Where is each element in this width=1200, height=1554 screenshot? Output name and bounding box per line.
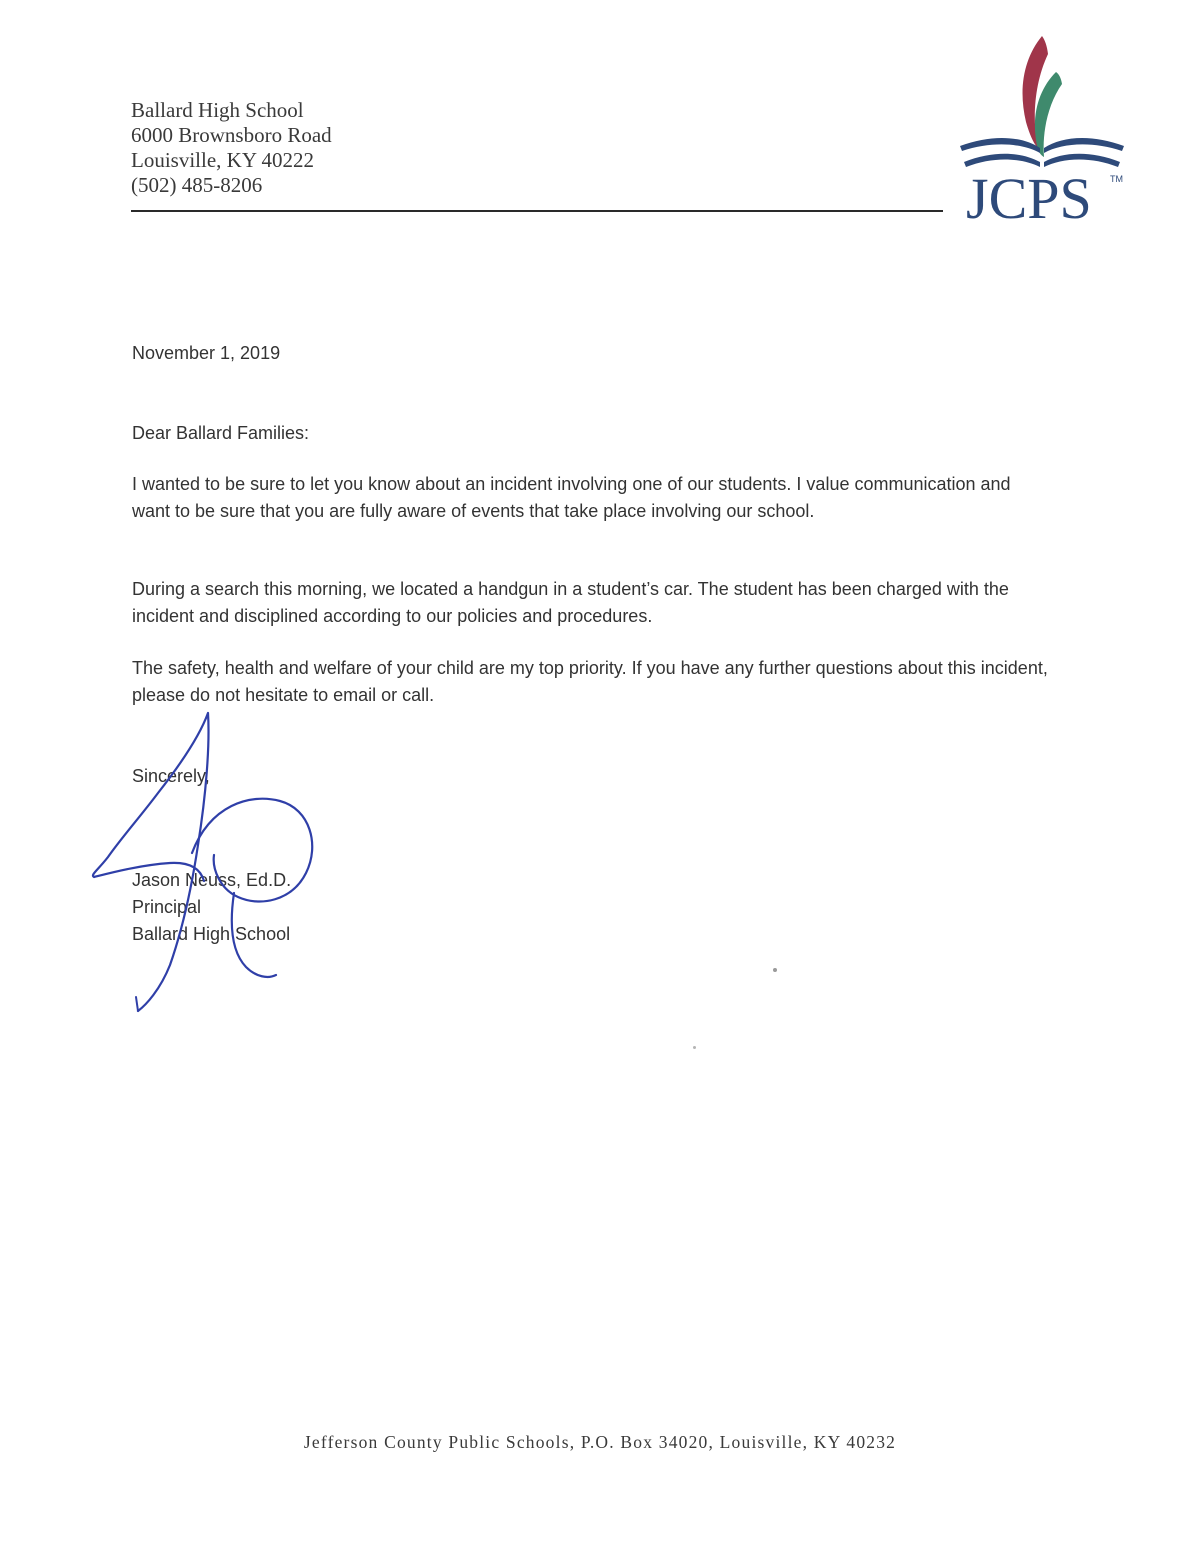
letter-paragraph: The safety, health and welfare of your child are my top priority. If you have any further questions about this incident, please do not hesitate to email or call. bbox=[132, 658, 1048, 705]
scan-speck bbox=[693, 1046, 696, 1049]
logo-book-left-top bbox=[960, 138, 1040, 153]
signer-school: Ballard High School bbox=[132, 924, 291, 944]
letter-footer: Jefferson County Public Schools, P.O. Box 34020, Louisville, KY 40232 bbox=[303, 1432, 897, 1452]
handwritten-signature bbox=[80, 705, 340, 1025]
jcps-logo bbox=[952, 36, 1132, 226]
letter-closing: Sincerely, bbox=[132, 766, 210, 786]
letter-date: November 1, 2019 bbox=[132, 343, 281, 363]
letter-salutation: Dear Ballard Families: bbox=[132, 423, 310, 443]
letterhead-address bbox=[131, 98, 332, 198]
letter-paragraph: I wanted to be sure to let you know about an incident involving one of our students. I value communication and want to be sure that you are fully aware of events that take place involving our school. bbox=[132, 474, 1011, 521]
logo-book-right-top bbox=[1044, 138, 1124, 153]
logo-book-right-bottom bbox=[1044, 154, 1120, 167]
logo-book-left-bottom bbox=[964, 154, 1040, 167]
header-divider bbox=[131, 210, 943, 212]
scan-speck bbox=[773, 968, 777, 972]
letterhead-phone: (502) 485-8206 bbox=[131, 173, 263, 197]
signature-block bbox=[132, 867, 1052, 948]
logo-wordmark: JCPS bbox=[966, 166, 1092, 226]
signer-name: Jason Neuss, Ed.D. bbox=[132, 870, 292, 890]
logo-trademark: TM bbox=[1110, 174, 1123, 184]
letterhead-city-state-zip: Louisville, KY 40222 bbox=[131, 148, 314, 172]
letterhead-school-name: Ballard High School bbox=[131, 98, 304, 122]
letter-paragraph: During a search this morning, we located a handgun in a student’s car. The student has been charged with the incident and disciplined according to our policies and procedures. bbox=[132, 579, 1009, 626]
signer-title: Principal bbox=[132, 897, 202, 917]
letterhead-street: 6000 Brownsboro Road bbox=[131, 123, 332, 147]
